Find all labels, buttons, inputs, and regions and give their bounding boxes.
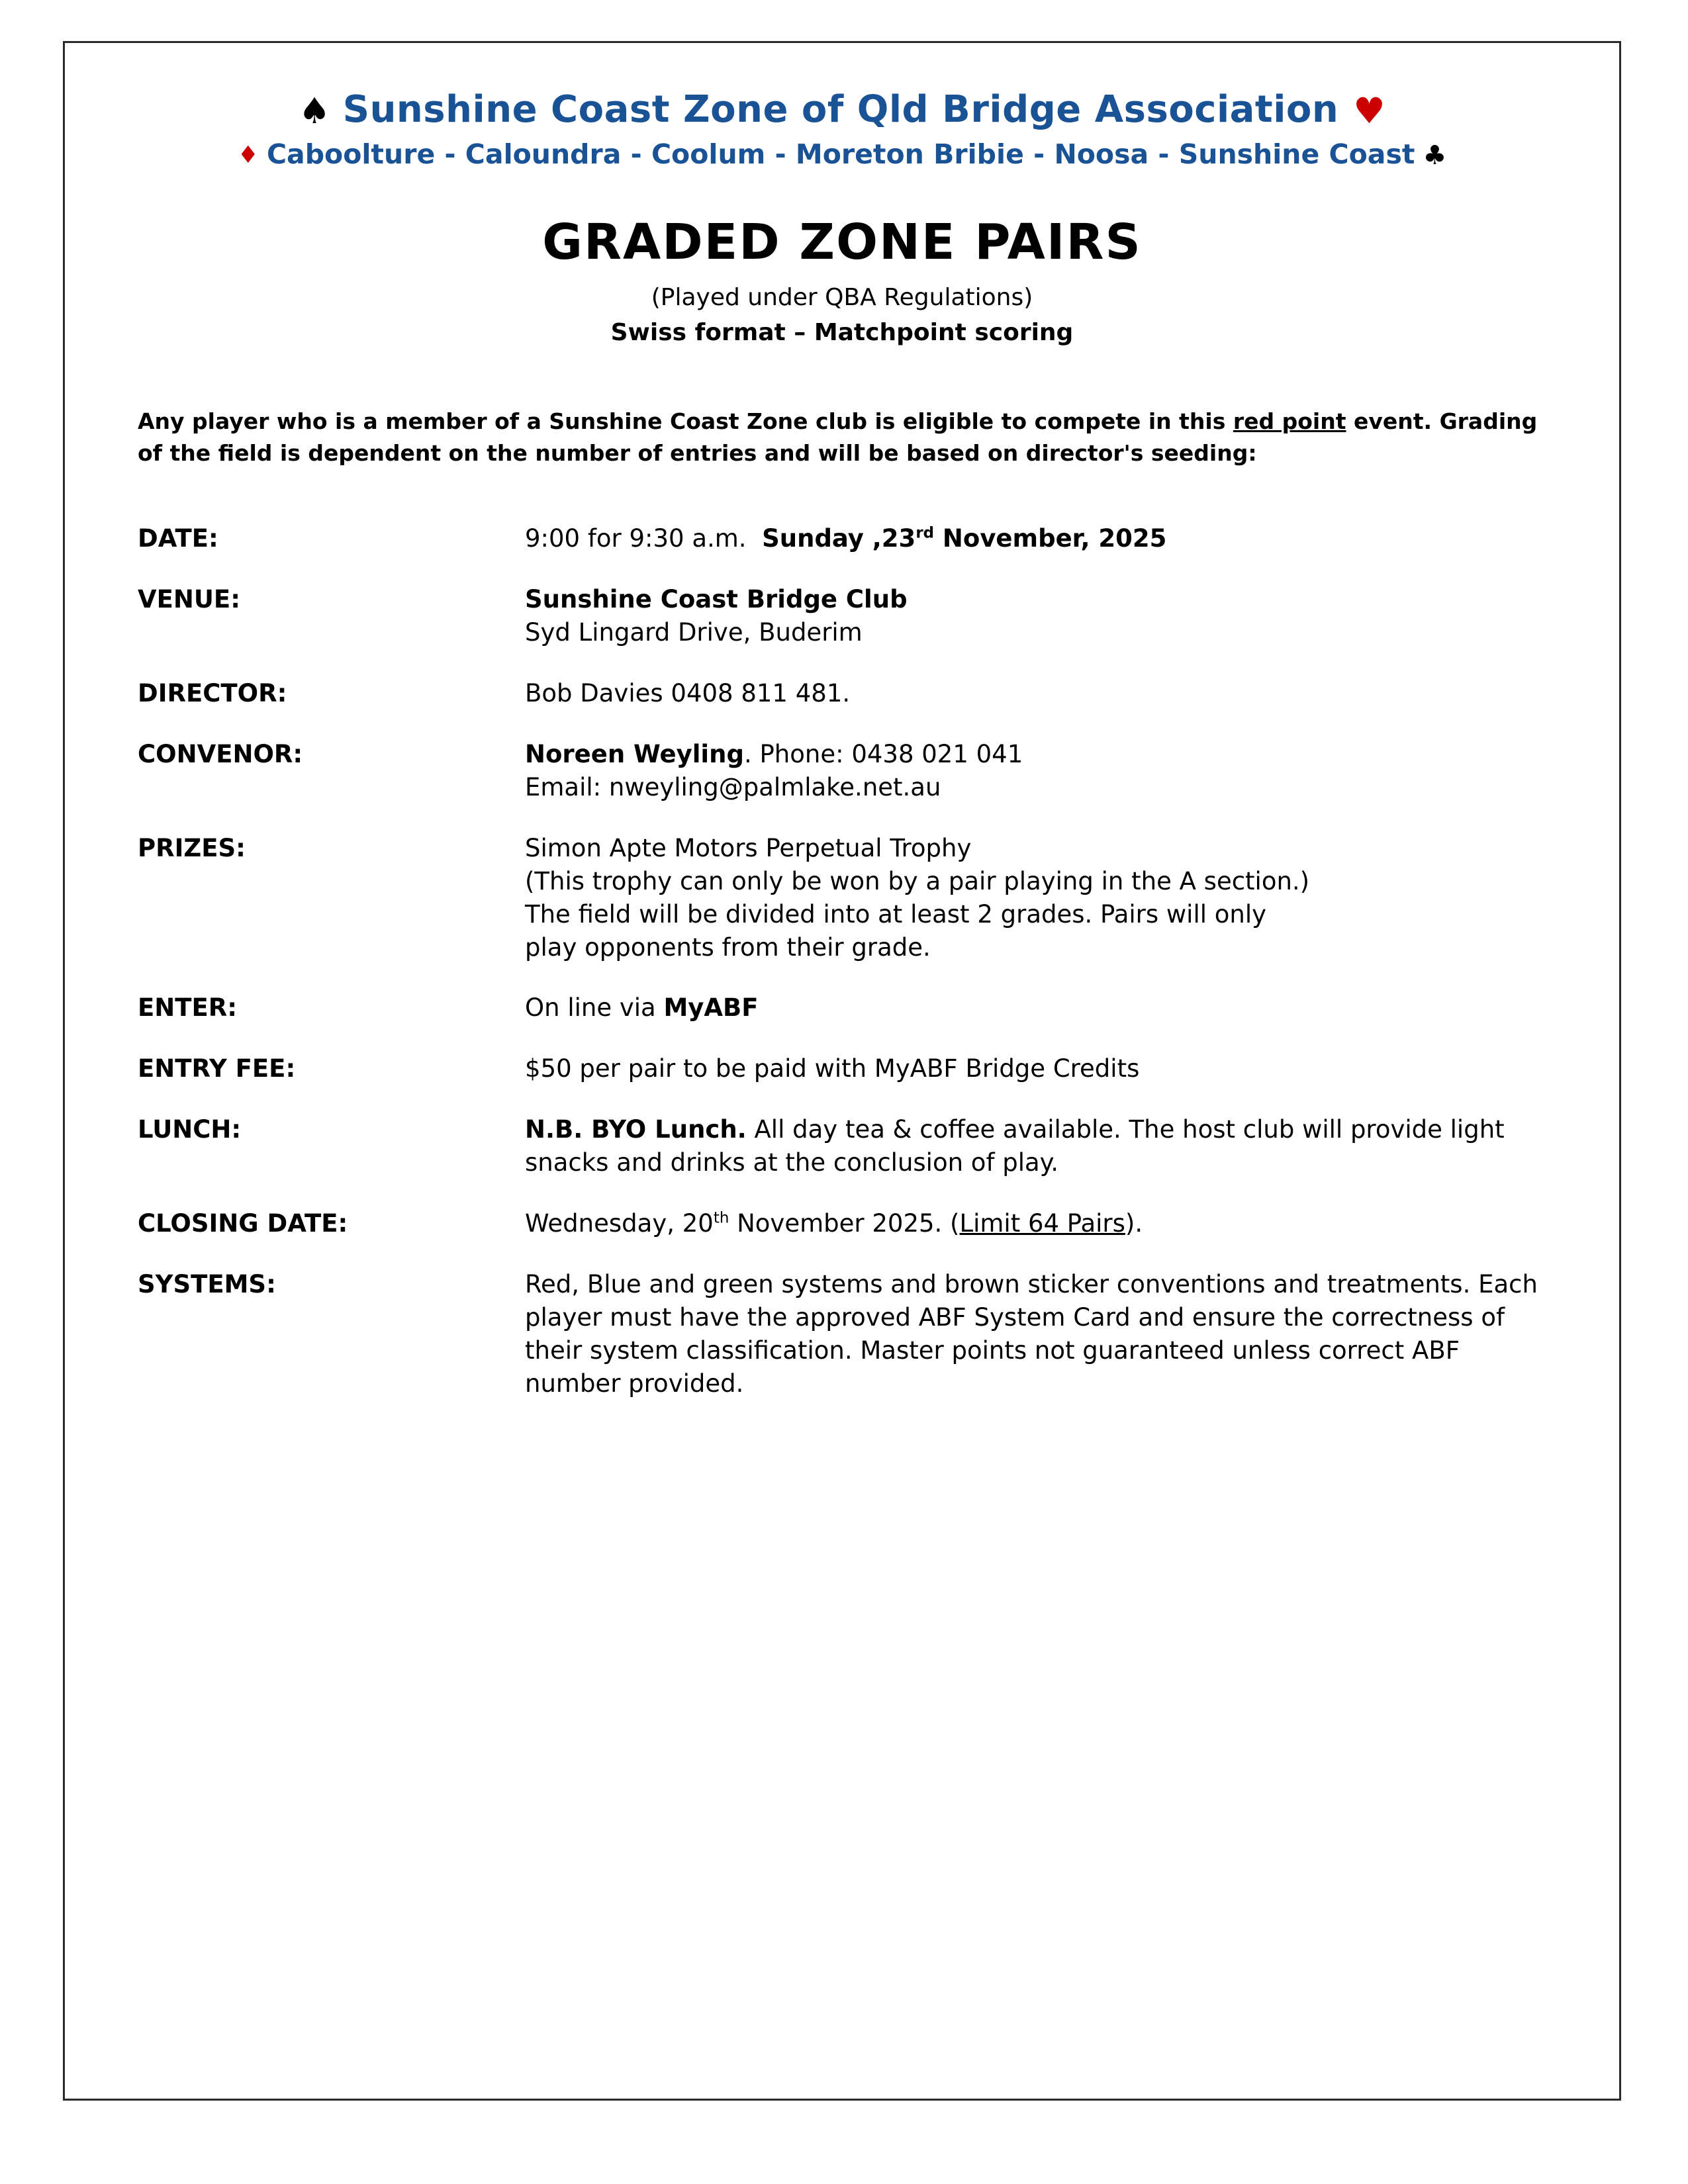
event-details xyxy=(138,522,1546,1400)
date-day-ordinal: rd xyxy=(915,524,935,542)
value-director: Bob Davies 0408 811 481. xyxy=(525,678,851,707)
club-icon: ♣ xyxy=(1423,140,1447,171)
date-day xyxy=(762,524,1166,553)
detail-row-convenor xyxy=(138,738,1546,804)
eligibility-paragraph xyxy=(138,406,1546,469)
detail-row-entry-fee xyxy=(138,1052,1546,1085)
value-lunch xyxy=(525,1113,1546,1179)
page-title: GRADED ZONE PAIRS xyxy=(542,214,1142,271)
eligibility-text-part1: Any player who is a member of a Sunshine Coast Zone club is eligible to compete in this xyxy=(138,408,1233,435)
label-venue: VENUE: xyxy=(138,585,240,614)
label-entry-fee: ENTRY FEE: xyxy=(138,1054,296,1083)
value-enter xyxy=(525,991,1546,1024)
lunch-rest: All day tea & coffee available. The host club will provide light snacks and drinks at the conclusion of play. xyxy=(525,1115,1505,1177)
venue-address: Syd Lingard Drive, Buderim xyxy=(525,617,863,647)
value-venue xyxy=(525,583,1546,649)
detail-row-closing-date xyxy=(138,1207,1546,1240)
convenor-name: Noreen Weyling xyxy=(525,739,744,768)
eligibility-text-part2: event. Grading of the field is dependent on the number of entries and will be based on director's seeding: xyxy=(138,408,1538,467)
detail-row-enter xyxy=(138,991,1546,1024)
closing-date-part3: ). xyxy=(1125,1209,1143,1238)
detail-row-prizes xyxy=(138,832,1546,964)
label-enter: ENTER: xyxy=(138,993,238,1023)
organisation-header xyxy=(138,89,1546,130)
detail-row-lunch xyxy=(138,1113,1546,1179)
lunch-bold-note: N.B. BYO Lunch. xyxy=(525,1115,747,1144)
detail-row-director xyxy=(138,677,1546,710)
enter-platform: MyABF xyxy=(663,993,759,1023)
regulations-note: (Played under QBA Regulations) xyxy=(651,284,1033,312)
convenor-email[interactable]: Email: nweyling@palmlake.net.au xyxy=(525,772,941,801)
closing-date-limit: Limit 64 Pairs xyxy=(959,1209,1125,1238)
organisation-name: Sunshine Coast Zone of Qld Bridge Association xyxy=(342,88,1339,131)
label-convenor: CONVENOR: xyxy=(138,739,303,768)
detail-row-venue xyxy=(138,583,1546,649)
closing-date-part2: November 2025. ( xyxy=(729,1209,960,1238)
detail-row-systems xyxy=(138,1268,1546,1400)
label-prizes: PRIZES: xyxy=(138,833,246,862)
label-systems: SYSTEMS: xyxy=(138,1270,276,1299)
value-convenor xyxy=(525,738,1546,804)
detail-row-date xyxy=(138,522,1546,555)
format-note: Swiss format – Matchpoint scoring xyxy=(610,319,1074,347)
prizes-line-1: Simon Apte Motors Perpetual Trophy xyxy=(525,833,972,862)
label-date: DATE: xyxy=(138,524,218,553)
convenor-phone: . Phone: 0438 021 041 xyxy=(743,739,1023,768)
value-entry-fee: $50 per pair to be paid with MyABF Bridge Credits xyxy=(525,1054,1140,1083)
label-lunch: LUNCH: xyxy=(138,1115,242,1144)
spade-icon: ♠ xyxy=(298,90,331,132)
date-day-text: Sunday ,23 xyxy=(762,524,916,553)
label-director: DIRECTOR: xyxy=(138,678,287,707)
value-systems: Red, Blue and green systems and brown sticker conventions and treatments. Each player must have the approved ABF System Card and ensure the correctness of their system classification. Master points not guaranteed unless correct ABF number provided. xyxy=(525,1270,1538,1398)
enter-prefix: On line via xyxy=(525,993,664,1023)
value-prizes xyxy=(525,832,1546,964)
venue-name: Sunshine Coast Bridge Club xyxy=(525,585,908,614)
prizes-line-2: (This trophy can only be won by a pair playing in the A section.) xyxy=(525,866,1310,895)
prizes-line-4: play opponents from their grade. xyxy=(525,933,931,962)
convenor-name-phone xyxy=(525,738,1546,771)
diamond-icon: ♦ xyxy=(237,142,259,169)
closing-date-part1: Wednesday, 20 xyxy=(525,1209,714,1238)
value-closing-date xyxy=(525,1207,1546,1240)
closing-date-ordinal: th xyxy=(713,1209,729,1227)
label-closing-date: CLOSING DATE: xyxy=(138,1209,348,1238)
document-page xyxy=(63,41,1621,2101)
prizes-line-3: The field will be divided into at least 2 grades. Pairs will only xyxy=(525,899,1267,929)
heart-icon: ♥ xyxy=(1353,90,1386,132)
eligibility-underlined: red point xyxy=(1233,408,1346,435)
value-date xyxy=(525,522,1546,555)
date-time: 9:00 for 9:30 a.m. xyxy=(525,524,747,553)
member-clubs-list: Caboolture - Caloundra - Coolum - Moreton Bribie - Noosa - Sunshine Coast xyxy=(266,138,1415,171)
date-month-year: November, 2025 xyxy=(934,524,1167,553)
member-clubs-line xyxy=(138,140,1546,170)
